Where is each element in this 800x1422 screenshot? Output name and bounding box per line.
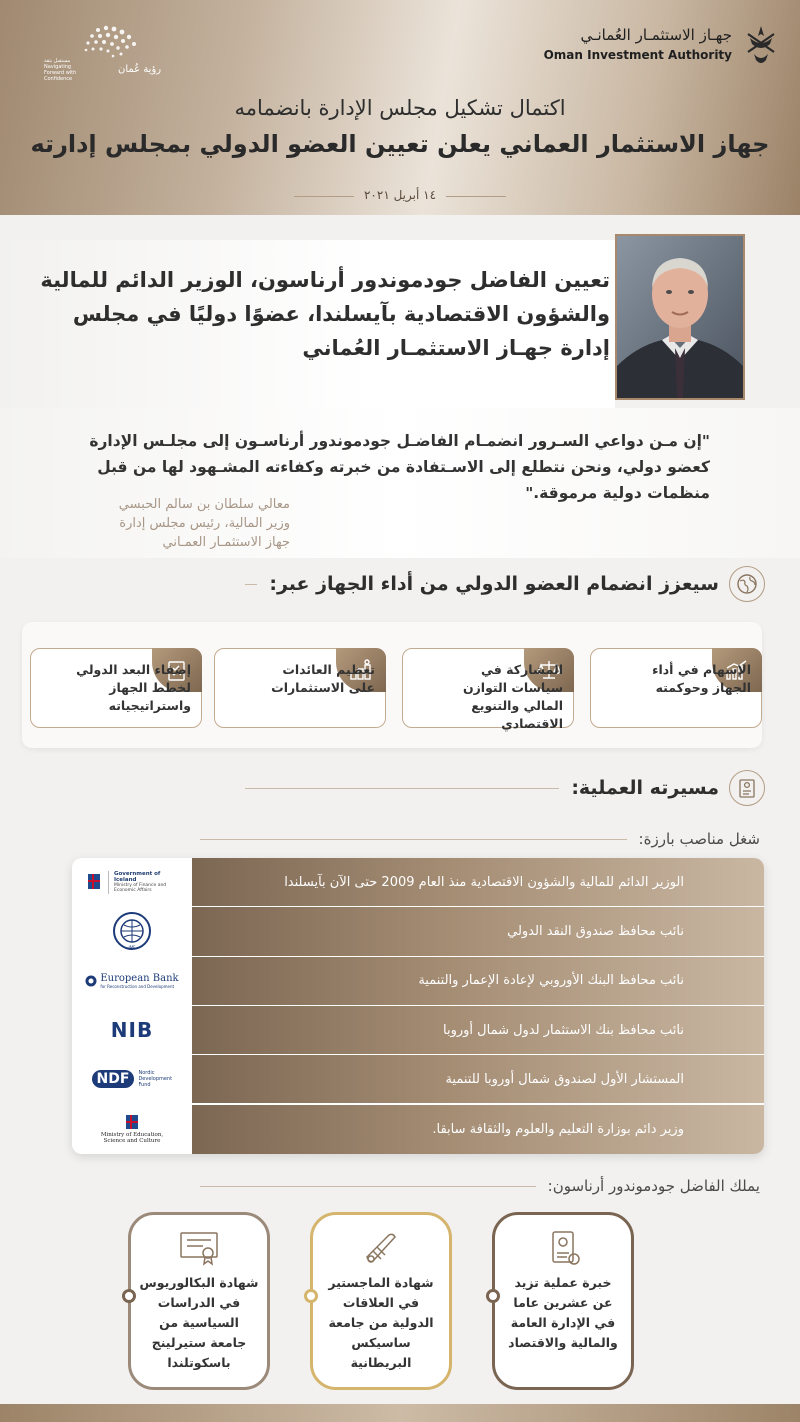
career-row	[72, 1105, 764, 1154]
enhance-heading	[245, 564, 765, 604]
oman-vision-logo	[26, 16, 166, 80]
ndf-logo	[72, 1055, 192, 1103]
vision-name: رؤية عُمان	[118, 64, 162, 75]
career-heading-label: مسيرته العملية:	[571, 777, 719, 799]
ministry-education-logo	[72, 1105, 192, 1154]
header-title: جهاز الاستثمار العماني يعلن تعيين العضو الدولي بمجلس إدارته	[30, 130, 770, 158]
career-row	[72, 957, 764, 1006]
career-role: وزير دائم بوزارة التعليم والعلوم والثقافة سابقا.	[432, 1121, 684, 1137]
logo-sublabel: Ministry of Finance and Economic Affairs	[114, 882, 167, 894]
ebrd-mark-icon	[85, 975, 97, 987]
career-bar	[192, 907, 764, 955]
heading-divider	[245, 788, 559, 789]
career-row	[72, 1055, 764, 1104]
connector-dot	[486, 1289, 500, 1303]
career-role: نائب محافظ صندوق النقد الدولي	[507, 923, 684, 939]
resume-icon	[729, 770, 765, 806]
portrait-photo	[615, 234, 745, 400]
person-portrait-icon	[617, 236, 743, 398]
career-row	[72, 1006, 764, 1055]
header-banner	[0, 0, 800, 215]
career-bar	[192, 858, 764, 906]
career-heading	[245, 768, 765, 808]
career-bar	[192, 1105, 764, 1154]
qualification-experience	[492, 1212, 634, 1390]
logo-sublabel: Nordic Development Fund	[138, 1070, 173, 1089]
career-role: نائب محافظ بنك الاستثمار لدول شمال أوروبا	[443, 1022, 684, 1038]
vision-tagline: مستقبل بثقة Navigating Forward with Confidence	[44, 58, 77, 82]
enhance-item-balance	[402, 648, 574, 731]
connector-dot	[304, 1289, 318, 1303]
oman-emblem-icon	[744, 22, 778, 68]
quote-text: "إن مـن دواعي السـرور انضمـام الفاضـل جودموندور أرناسـون إلى مجلـس الإدارة كعضو دولي، ونحن نتطلع إلى الاسـتفادة من خبرته وكفاءته المشـهود لها من قبل منظمات دولية مرموقة."	[89, 432, 710, 502]
quote-author	[30, 495, 290, 552]
footer-band	[0, 1404, 800, 1422]
enhance-item-text: إضفاء البعد الدولي لخطط الجهاز واستراتيجياته	[76, 662, 191, 713]
career-row	[72, 858, 764, 907]
date-row	[0, 184, 800, 203]
qualification-masters	[310, 1212, 452, 1390]
oia-logo	[518, 22, 778, 72]
career-role: الوزير الدائم للمالية والشؤون الاقتصادية منذ العام 2009 حتى الآن بآيسلندا	[284, 874, 684, 890]
enhance-item-international	[30, 648, 202, 728]
career-subheading-label: شغل مناصب بارزة:	[638, 830, 760, 848]
career-subheading	[200, 830, 760, 848]
career-bar	[192, 1006, 764, 1054]
appointment-text: تعيين الفاضل جودموندور أرناسون، الوزير الدائم للمالية والشؤون الاقتصادية بآيسلندا، عضوًا دوليًا في مجلس إدارة جهـاز الاستثمـار العُماني	[40, 268, 610, 360]
logo-label: European Bank	[100, 972, 179, 984]
logo-label: Government of Iceland	[114, 870, 161, 883]
qualifications-heading	[200, 1177, 760, 1195]
subheading-divider	[200, 839, 627, 840]
header-subtitle: اكتمال تشكيل مجلس الإدارة بانضمامه	[234, 96, 566, 120]
career-table	[72, 858, 764, 1154]
career-role: المستشار الأول لصندوق شمال أوروبا للتنمية	[445, 1071, 684, 1087]
logo-label: Ministry of Education,	[100, 1131, 164, 1138]
qualification-text: خبرة عملية تزيد عن عشرين عاما في الإدارة العامة والمالية والاقتصاد	[508, 1275, 618, 1350]
subheading-divider	[200, 1186, 536, 1187]
author-title: وزير المالية، رئيس مجلس إدارة	[119, 516, 290, 531]
nib-wordmark: NIB	[110, 1018, 154, 1043]
ebrd-logo	[72, 957, 192, 1005]
qualification-text: شهادة البكالوريوس في الدراسات السياسية من جامعة ستيرلينج باسكوتلندا	[139, 1275, 259, 1370]
qualifications-heading-label: يملك الفاضل جودموندور أرناسون:	[547, 1177, 760, 1195]
author-name: معالي سلطان بن سالم الحبسي	[118, 497, 290, 512]
publish-date: ١٤ أبريل ٢٠٢١	[294, 188, 506, 202]
imf-seal-icon	[112, 911, 152, 951]
org-name-en: Oman Investment Authority	[543, 48, 732, 62]
expertise-badge-icon	[541, 1229, 585, 1267]
imf-logo	[72, 907, 192, 955]
logo-sublabel: for Reconstruction and Development	[100, 983, 175, 989]
author-org: جهاز الاستثمـار العمـاني	[162, 535, 290, 550]
heading-divider	[245, 584, 257, 585]
enhance-item-text: تعظيم العائدات على الاستثمارات	[271, 662, 375, 695]
globe-icon	[729, 566, 765, 602]
enhance-item-text: الإسهام في أداء الجهاز وحوكمته	[652, 662, 751, 695]
enhance-item-returns	[214, 648, 386, 728]
org-name-ar: جهـاز الاستثمـار العُمانـي	[580, 26, 732, 44]
qualification-bachelors	[128, 1212, 270, 1390]
certificate-icon	[177, 1229, 221, 1267]
imf-seal-label: IMF	[128, 945, 136, 951]
enhance-item-governance	[590, 648, 762, 728]
nib-logo	[72, 1006, 192, 1054]
connector-dot	[122, 1289, 136, 1303]
logo-sublabel: Science and Culture	[103, 1138, 161, 1145]
enhance-heading-label: سيعزز انضمام العضو الدولي من أداء الجهاز عبر:	[269, 573, 719, 595]
career-row	[72, 907, 764, 956]
ndf-badge: NDF	[92, 1070, 135, 1088]
iceland-government-logo	[72, 858, 192, 906]
career-bar	[192, 1055, 764, 1103]
career-role: نائب محافظ البنك الأوروبي لإعادة الإعمار والتنمية	[418, 973, 684, 989]
iceland-crest-icon	[125, 1114, 139, 1130]
enhance-item-text: المشاركة في سياسات التوازن المالي والتنويع الاقتصادي	[462, 662, 563, 731]
diploma-scroll-icon	[359, 1229, 403, 1267]
career-bar	[192, 957, 764, 1005]
iceland-crest-icon	[86, 872, 102, 892]
qualification-text: شهادة الماجستير في العلاقات الدولية من جامعة ساسيكس البريطانية	[328, 1275, 434, 1370]
